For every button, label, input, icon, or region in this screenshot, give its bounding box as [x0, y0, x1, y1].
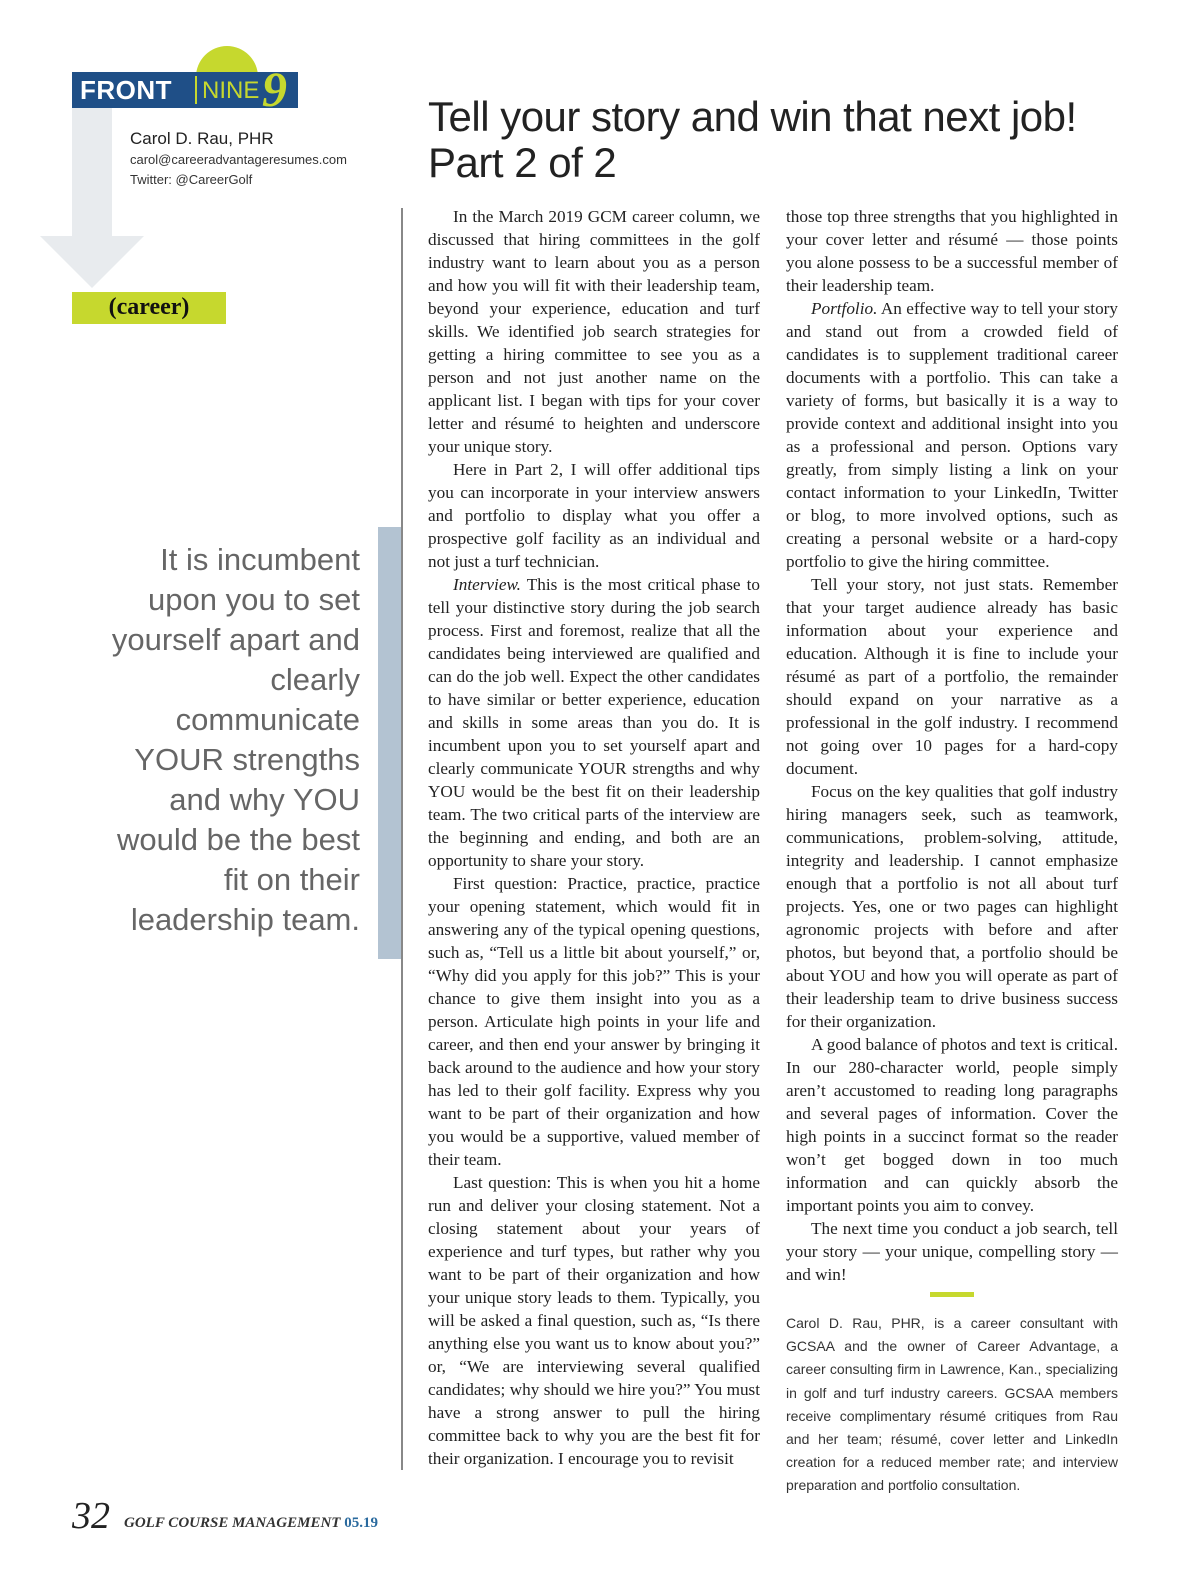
paragraph: The next time you conduct a job search, tell your story — your unique, compelling story — and win!	[786, 1219, 1118, 1284]
article-title-line2: Part 2 of 2	[428, 139, 617, 186]
author-twitter: Twitter: @CareerGolf	[130, 172, 253, 187]
publication-name: GOLF COURSE MANAGEMENT	[124, 1515, 341, 1531]
paragraph: Focus on the key qualities that golf industry hiring managers seek, such as teamwork, communications, problem-solving, attitude, integrity and leadership. I cannot emphasize enough that a portfolio is not all about turf projects. Yes, one or two pages can highlight agronomic projects with before and after photos, but beyond that, a portfolio should be about YOU and how you will operate as part of their leadership team to drive business success for their organization.	[786, 782, 1118, 1031]
paragraph: Here in Part 2, I will offer additional tips you can incorporate in your interview answers and portfolio to display what you offer a prospective golf facility as an individual and not just a turf technician.	[428, 460, 760, 571]
article-title-line1: Tell your story and win that next job!	[428, 93, 1077, 140]
author-block	[130, 128, 347, 190]
section-tag: (career)	[72, 292, 226, 324]
author-bio: Carol D. Rau, PHR, is a career consultant with GCSAA and the owner of Career Advantage, a career consulting firm in Lawrence, Kan., specializing in golf and turf industry careers. GCSAA members receive complimentary résumé critiques from Rau and her team; résumé, cover letter and LinkedIn creation for a reduced member rate; and interview preparation and portfolio consultation.	[786, 1315, 1118, 1494]
paragraph: those top three strengths that you highlighted in your cover letter and résumé — those points you alone possess to be a successful member of their leadership team.	[786, 207, 1118, 295]
issue-number: 05.19	[344, 1515, 378, 1531]
page-number: 32	[72, 1495, 110, 1537]
author-email: carol@careeradvantageresumes.com	[130, 152, 347, 167]
down-arrow-icon	[72, 108, 112, 238]
paragraph: A good balance of photos and text is critical. In our 280-character world, people simply aren’t accustomed to reading long paragraphs and several pages of information. Cover the high points in a succinct format so the reader won’t get bogged down in too much information and can quickly absorb the important points you aim to convey.	[786, 1035, 1118, 1215]
paragraph: Tell your story, not just stats. Remember that your target audience already has basic information about your experience and education. Although it is fine to include your résumé as part of a portfolio, the remainder should expand on your narrative as a professional in the golf industry. I recommend not going over 10 pages for a hard-copy document.	[786, 575, 1118, 778]
pull-quote: It is incumbent upon you to set yourself apart and clearly communicate YOUR strengths and why YOU would be the best fit on their leadership team.	[111, 542, 360, 937]
paragraph-text: An effective way to tell your story and stand out from a crowded field of candidates is to supplement traditional career documents with a portfolio. This can take a variety of forms, but basically it is a way to provide context and additional insight into you as a professional and person. Options vary greatly, from simply listing a link on your contact information to your LinkedIn, Twitter or blog, to more involved options, such as creating a personal website or a hard-copy portfolio to give the hiring committee.	[786, 299, 1118, 571]
bio-divider	[930, 1292, 974, 1297]
run-in-heading: Interview.	[453, 575, 521, 594]
logo-front-text: FRONT	[80, 75, 173, 105]
article-column-2	[786, 205, 1118, 1286]
footer-publication	[124, 1513, 378, 1533]
down-arrow-head-icon	[40, 236, 144, 288]
paragraph	[428, 573, 760, 872]
column-rule	[401, 208, 403, 1470]
paragraph-text: This is the most critical phase to tell your distinctive story during the job search process. First and foremost, realize that all the candidates being interviewed are qualified and can do the job well. Expect the other candidates to have similar or better experience, education and skills in some areas than you do. It is incumbent upon you to set yourself apart and clearly communicate YOUR strengths and why YOU would be the best fit on their leadership team. The two critical parts of the interview are the beginning and ending, and both are an opportunity to share your story.	[428, 575, 760, 870]
article-title	[428, 94, 1168, 186]
logo-nine-glyph: 9	[262, 61, 287, 117]
article-column-1	[428, 205, 760, 1470]
logo-nine-text: NINE	[202, 77, 260, 104]
paragraph	[786, 297, 1118, 573]
paragraph: Last question: This is when you hit a home run and deliver your closing statement. Not a closing statement about your years of experience and turf types, but rather why you want to be part of their organization and how your unique story leads to them. Typically, you will be asked a final question, such as, “Is there anything else you want us to know about you?” or, “We are interviewing several qualified candidates; why should we hire you?” You must have a strong answer to pull the hiring committee back to why you are the best fit for their organization. I encourage you to revisit	[428, 1173, 760, 1468]
run-in-heading: Portfolio.	[811, 299, 878, 318]
paragraph: First question: Practice, practice, practice your opening statement, which would fit in answering any of the typical opening questions, such as, “Tell us a little bit about yourself,” or, “Why did you apply for this job?” This is your chance to give them insight into you as a person. Articulate high points in your life and career, and then end your answer by bringing it back around to the audience and how your story has led to their golf facility. Express why you want to be part of their organization and how you would be a supportive, valued member of their team.	[428, 874, 760, 1169]
pull-quote-bar	[378, 527, 402, 959]
logo-divider	[195, 76, 197, 104]
paragraph: In the March 2019 GCM career column, we discussed that hiring committees in the golf industry want to learn about you as a person and how you will fit with their leadership team, beyond your experience, education and turf skills. We identified job search strategies for getting a hiring committee to see you as a person and not just another name on the applicant list. I began with tips for your cover letter and résumé to heighten and underscore your unique story.	[428, 207, 760, 456]
author-name: Carol D. Rau, PHR	[130, 129, 274, 148]
